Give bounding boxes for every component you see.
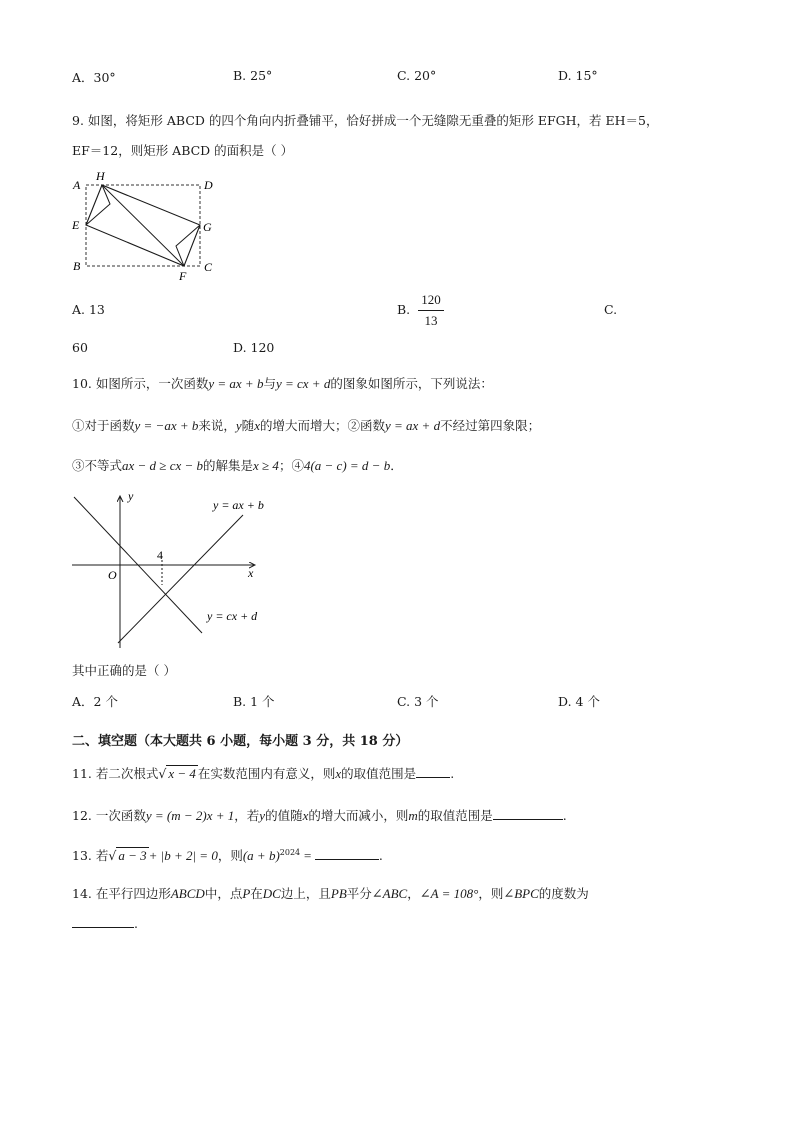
text: ；④ [278, 458, 304, 473]
fraction-numerator: 120 [421, 292, 441, 307]
formula-2: y = cx + d [275, 376, 331, 391]
text: 的度数为 [538, 886, 589, 901]
text: 边上，且 [280, 886, 331, 901]
label-c: C [204, 260, 213, 274]
text: 的值随 [265, 808, 303, 823]
text: 在实数范围内有意义，则 [197, 766, 336, 781]
fold-c [176, 225, 200, 266]
angle-a: ∠A = 108° [419, 886, 479, 901]
q10-option-b: B. 1 个 [233, 694, 275, 709]
text: . [134, 916, 138, 931]
text: 中，点 [204, 886, 243, 901]
formula: y = −ax + b [134, 418, 199, 433]
q10-option-d: D. 4 个 [558, 694, 600, 709]
figure-name: ABCD [170, 886, 205, 901]
q9-stem-line1: 9. 如图，将矩形 ABCD 的四个角向内折叠铺平，恰好拼成一个无缝隙无重叠的矩形 EFGH，若 EH＝5， [72, 113, 659, 128]
q14-line1 [72, 884, 589, 902]
sqrt-symbol: √ [158, 766, 167, 781]
q10-option-a: A．2 个 [72, 694, 118, 709]
text: 的取值范围是 [341, 766, 417, 781]
equals: = [303, 848, 312, 863]
y-axis-label: y [128, 490, 134, 503]
fold-a [86, 185, 110, 225]
text: ，则 [478, 886, 504, 901]
q12 [72, 806, 567, 824]
text: 随 [241, 418, 255, 433]
text: . [450, 766, 455, 781]
line1-label: y = ax + b [213, 498, 264, 512]
label-b: B [73, 259, 81, 273]
answer-blank[interactable] [72, 927, 134, 928]
q9-option-a: A. 13 [72, 302, 105, 317]
text: 与 [263, 376, 276, 391]
inequality: ax − d ≥ cx − b [122, 458, 204, 473]
text: ， [407, 886, 420, 901]
text: ①对于函数 [72, 418, 135, 433]
q8-option-c: C. 20° [397, 68, 437, 83]
answer-blank[interactable] [493, 819, 563, 820]
label-f: F [179, 269, 187, 283]
q10-option-c: C. 3 个 [397, 694, 439, 709]
q9-option-b-label: B. [397, 302, 411, 317]
q10-graph [66, 490, 286, 650]
origin-label: O [108, 568, 117, 582]
text: 11. 若二次根式 [72, 766, 159, 781]
q11 [72, 764, 454, 782]
text: 12. 一次函数 [72, 808, 146, 823]
point-p: P [242, 886, 251, 901]
equation: 4(a − c) = d − b [303, 458, 391, 473]
text: 的增大而减小，则 [308, 808, 409, 823]
formula: y = ax + d [384, 418, 441, 433]
radicand: x − 4 [168, 766, 196, 781]
sqrt-symbol: √ [108, 848, 117, 863]
text: 13. 若 [72, 848, 109, 863]
var-y: y [235, 418, 242, 433]
diagonal-hf [102, 185, 184, 266]
text: . [562, 808, 567, 823]
text: 的增大而增大；②函数 [259, 418, 385, 433]
segment-dc: DC [262, 886, 281, 901]
q9-option-c-label: C. [604, 302, 618, 317]
q9-option-b-fraction [418, 292, 444, 329]
answer-blank[interactable] [315, 859, 379, 860]
power-base: (a + b) [242, 848, 280, 863]
text: 的取值范围是 [417, 808, 493, 823]
q8-option-a: A．30° [72, 70, 116, 85]
q10-statement-3-4 [72, 456, 403, 474]
q10-stem-line1 [72, 374, 493, 392]
text: 在 [250, 886, 263, 901]
x-axis-label: x [248, 566, 254, 580]
label-g: G [203, 220, 212, 234]
var-x: x [254, 418, 260, 433]
text: . [378, 848, 383, 863]
text: ，则 [217, 848, 243, 863]
fraction-denominator: 13 [424, 313, 438, 328]
power-exponent: 2024 [279, 847, 301, 857]
q8-option-d: D. 15° [558, 68, 598, 83]
text: 来说， [198, 418, 236, 433]
line-ax-plus-b [118, 515, 243, 643]
label-e: E [72, 218, 80, 232]
text: ，若 [234, 808, 260, 823]
formula: y = (m − 2)x + 1 [145, 808, 235, 823]
text: 平分 [346, 886, 372, 901]
line2-label: y = cx + d [207, 609, 258, 623]
angle-abc: ∠ABC [371, 886, 408, 901]
segment-pb: PB [330, 886, 347, 901]
var-x: x [302, 808, 309, 823]
section-title: 二、填空题（本大题共 6 小题，每小题 3 分，共 18 分） [72, 734, 409, 749]
var-y: y [259, 808, 266, 823]
q8-option-b: B. 25° [233, 68, 273, 83]
var-m: m [408, 808, 418, 823]
q9-figure [66, 168, 226, 284]
expression: + |b + 2| = 0 [148, 848, 218, 863]
text: ． [390, 458, 403, 473]
q9-option-c-value: 60 [72, 340, 88, 355]
solution: x ≥ 4 [253, 458, 279, 473]
angle-bpc: ∠BPC [503, 886, 539, 901]
var-x: x [335, 766, 342, 781]
q13 [72, 846, 383, 864]
text: 的图象如图所示，下列说法： [330, 376, 493, 391]
text: 14. 在平行四边形 [72, 886, 171, 901]
text: ③不等式 [72, 458, 123, 473]
q9-option-d: D. 120 [233, 340, 275, 355]
answer-blank[interactable] [416, 777, 450, 778]
q10-statement-1-2 [72, 416, 540, 434]
text: 的解集是 [203, 458, 254, 473]
text: 不经过第四象限； [440, 418, 541, 433]
label-d: D [204, 178, 213, 192]
text: 10. 如图所示，一次函数 [72, 376, 209, 391]
tick-label-4: 4 [157, 548, 163, 562]
formula-1: y = ax + b [208, 376, 264, 391]
label-a: A [73, 178, 81, 192]
q9-stem-line2: EF＝12，则矩形 ABCD 的面积是（ ） [72, 143, 294, 158]
radicand: a − 3 [118, 848, 147, 863]
label-h: H [96, 169, 105, 183]
q10-question: 其中正确的是（ ） [72, 663, 176, 678]
q14-line2 [72, 916, 138, 931]
